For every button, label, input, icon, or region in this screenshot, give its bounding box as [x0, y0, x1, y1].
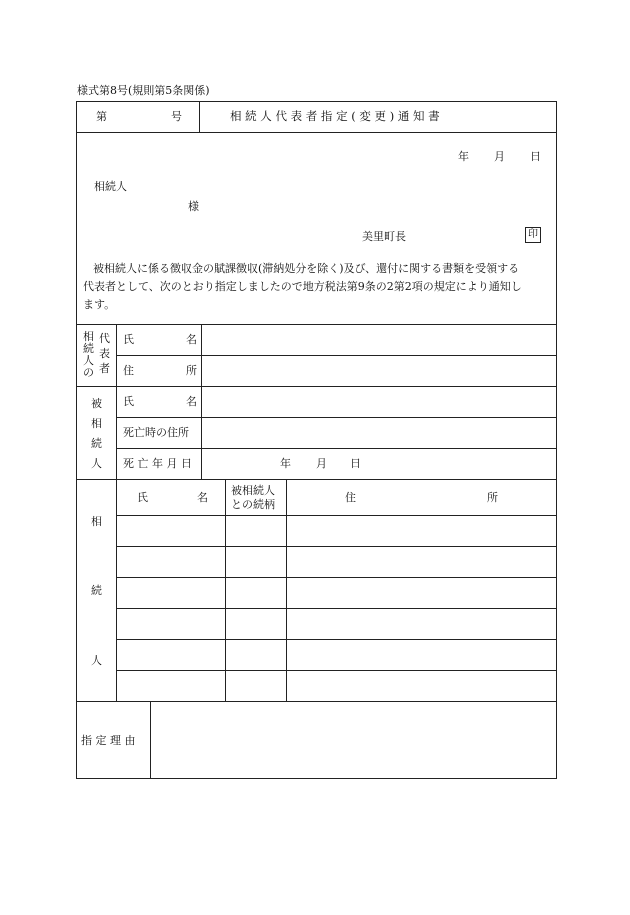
heir-address-cell[interactable]	[287, 609, 556, 639]
document-title: 相 続 人 代 表 者 指 定 ( 変 更 ) 通 知 書	[230, 109, 440, 123]
death-date-month: 月	[316, 457, 327, 470]
heirs-col-relation-2: との続柄	[231, 498, 275, 511]
reason-label: 指 定 理 由	[81, 734, 136, 747]
heirs-col-address: 住	[345, 491, 356, 504]
rep-name-label: 氏	[123, 333, 134, 346]
deceased-name-label-2: 名	[186, 395, 197, 408]
heir-relation-cell[interactable]	[226, 609, 286, 639]
heir-name-cell[interactable]	[117, 671, 225, 701]
rep-label-char: 者	[99, 362, 110, 375]
heir-name-cell[interactable]	[117, 640, 225, 670]
deceased-label-char: 相	[91, 417, 102, 430]
rep-address-field[interactable]	[203, 357, 555, 385]
form-number-label: 様式第8号(規則第5条関係)	[77, 84, 210, 97]
body-line-1: 被相続人に係る徴収金の賦課徴収(滞納処分を除く)及び、還付に関する書類を受領する	[93, 262, 520, 275]
deceased-label-char: 人	[91, 457, 102, 470]
rep-label-char: 代	[99, 332, 110, 345]
rep-name-label-2: 名	[186, 333, 197, 346]
rep-label-char: 続	[83, 342, 94, 355]
seal-mark: 印	[525, 227, 541, 243]
date-day-label: 日	[530, 150, 541, 163]
heirs-col-relation-1: 被相続人	[231, 484, 275, 497]
heirs-col-name: 氏	[137, 491, 148, 504]
heir-address-cell[interactable]	[287, 578, 556, 608]
heir-address-cell[interactable]	[287, 516, 556, 546]
rep-label-char: 相	[83, 330, 94, 343]
rep-label-char: 人	[83, 354, 94, 367]
heirs-label-char: 続	[91, 584, 102, 597]
deceased-address-field[interactable]	[203, 419, 555, 447]
heir-address-cell[interactable]	[287, 640, 556, 670]
heir-relation-cell[interactable]	[226, 578, 286, 608]
date-year-label: 年	[458, 150, 469, 163]
heir-relation-cell[interactable]	[226, 547, 286, 577]
heirs-col-name-2: 名	[197, 491, 208, 504]
body-line-3: ます。	[83, 298, 116, 311]
heir-name-cell[interactable]	[117, 547, 225, 577]
rep-address-label: 住	[123, 364, 134, 377]
deceased-address-label: 死亡時の住所	[123, 426, 189, 439]
deceased-name-field[interactable]	[203, 388, 555, 416]
heir-relation-cell[interactable]	[226, 516, 286, 546]
rep-name-field[interactable]	[203, 326, 555, 354]
heir-name-cell[interactable]	[117, 609, 225, 639]
deceased-label-char: 被	[91, 397, 102, 410]
deceased-name-label: 氏	[123, 395, 134, 408]
rep-label-char: の	[83, 366, 94, 379]
heir-address-cell[interactable]	[287, 671, 556, 701]
deceased-label-char: 続	[91, 437, 102, 450]
number-prefix: 第	[96, 110, 107, 123]
rep-address-label-2: 所	[186, 364, 197, 377]
death-date-label: 死 亡 年 月 日	[123, 457, 192, 470]
heir-address-cell[interactable]	[287, 547, 556, 577]
heir-relation-cell[interactable]	[226, 671, 286, 701]
heir-name-cell[interactable]	[117, 516, 225, 546]
number-suffix: 号	[171, 110, 182, 123]
rep-label-char: 表	[99, 347, 110, 360]
reason-field[interactable]	[152, 703, 555, 777]
death-date-day: 日	[350, 457, 361, 470]
recipient-honorific: 様	[188, 200, 199, 213]
heir-relation-cell[interactable]	[226, 640, 286, 670]
heirs-label-char: 人	[91, 654, 102, 667]
sender-name: 美里町長	[362, 230, 406, 243]
heirs-col-address-2: 所	[487, 491, 498, 504]
body-line-2: 代表者として、次のとおり指定しましたので地方税法第9条の2第2項の規定により通知し	[83, 280, 522, 293]
death-date-year: 年	[280, 457, 291, 470]
date-month-label: 月	[494, 150, 505, 163]
heir-name-cell[interactable]	[117, 578, 225, 608]
heirs-label-char: 相	[91, 515, 102, 528]
recipient-label: 相続人	[94, 180, 127, 193]
